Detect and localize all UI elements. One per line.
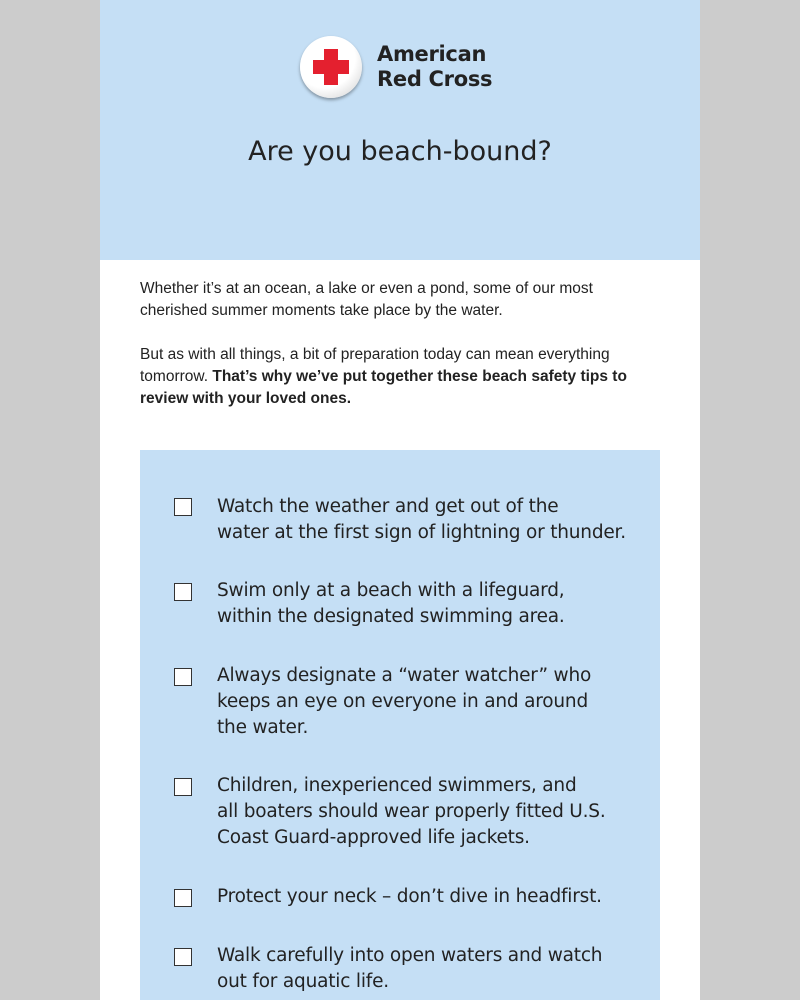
intro-paragraph-2	[140, 344, 660, 410]
intro-paragraph-2-text: But as with all things, a bit of preparation today can mean everything tomorrow.	[140, 346, 610, 385]
tip-text: Children, inexperienced swimmers, and all boaters should wear properly fitted U.S. Coast Guard-approved life jackets.	[217, 775, 606, 848]
intro-paragraph-2-emphasis: That’s why we’ve put together these beach safety tips to review with your loved ones.	[140, 368, 627, 407]
email-container	[100, 0, 700, 1000]
logo-wordmark	[377, 42, 492, 92]
intro-paragraph-1: Whether it’s at an ocean, a lake or even a pond, some of our most cherished summer moments take place by the water.	[140, 280, 593, 319]
tip-text: Protect your neck – don’t dive in headfirst.	[217, 886, 602, 907]
intro-section	[140, 278, 660, 432]
checkbox-icon[interactable]	[174, 498, 192, 516]
logo-line-1: American	[377, 42, 487, 66]
checkbox-icon[interactable]	[174, 668, 192, 686]
logo-line-2: Red Cross	[377, 67, 493, 91]
checkbox-icon[interactable]	[174, 948, 192, 966]
checkbox-icon[interactable]	[174, 778, 192, 796]
tip-text: Swim only at a beach with a lifeguard, within the designated swimming area.	[217, 580, 565, 627]
tips-checklist	[140, 450, 660, 1000]
checkbox-icon[interactable]	[174, 889, 192, 907]
page-headline: Are you beach-bound?	[248, 136, 552, 167]
tip-text: Walk carefully into open waters and watch out for aquatic life.	[217, 945, 603, 992]
red-cross-logo[interactable]	[300, 36, 500, 102]
tip-text: Always designate a “water watcher” who keeps an eye on everyone in and around the water.	[217, 665, 592, 738]
tip-text: Watch the weather and get out of the water at the first sign of lightning or thunder.	[217, 496, 626, 543]
red-cross-emblem-icon	[300, 36, 362, 98]
checkbox-icon[interactable]	[174, 583, 192, 601]
red-cross-icon	[309, 45, 353, 89]
header-banner	[100, 0, 700, 260]
